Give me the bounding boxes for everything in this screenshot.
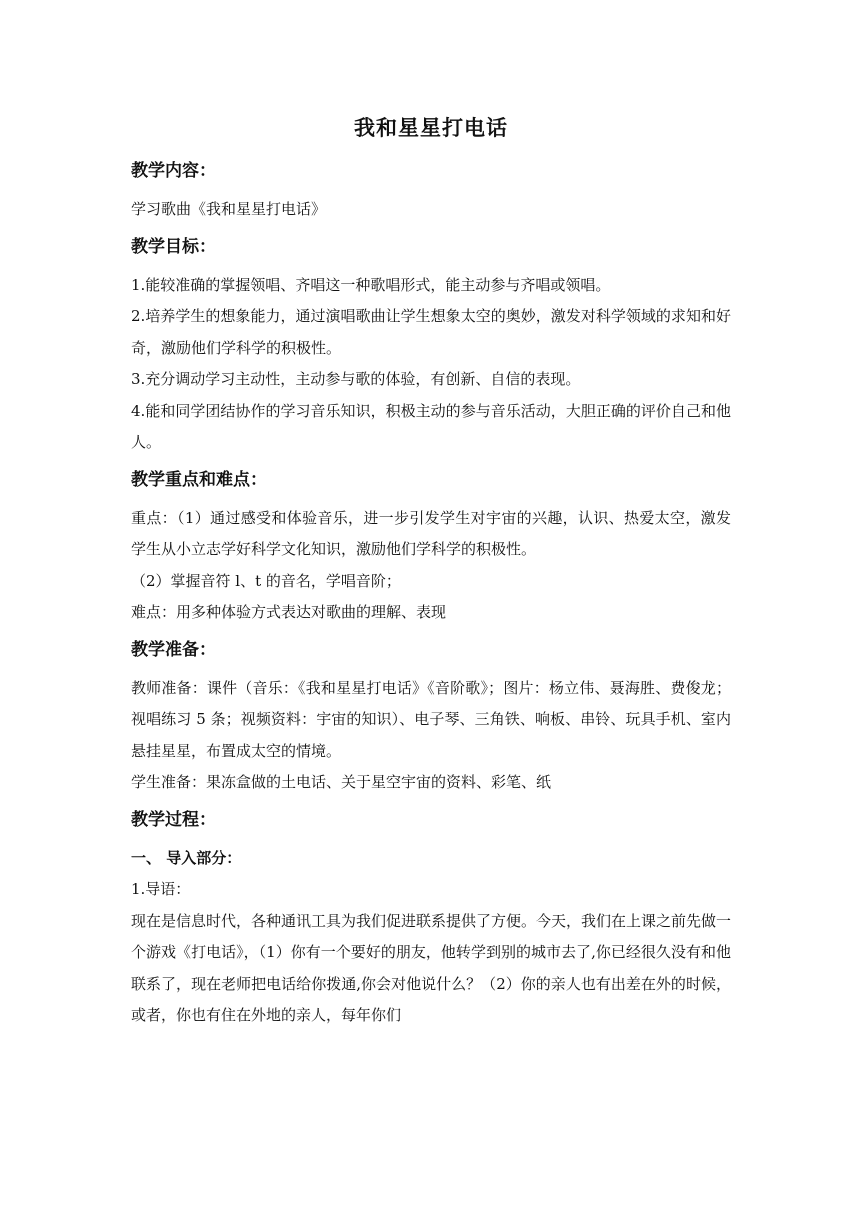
process-step-label: 1.导语： <box>131 880 191 898</box>
key-point-second: （2）掌握音符 l、t 的音名，学唱音阶； <box>131 571 401 590</box>
heading-goals: 教学目标： <box>131 236 216 257</box>
difficulty: 难点：用多种体验方式表达对歌曲的理解、表现 <box>131 603 447 621</box>
process-subheading: 一、 导入部分： <box>131 848 242 867</box>
heading-content: 教学内容： <box>131 161 216 181</box>
content-line: 学习歌曲《我和星星打电话》 <box>131 200 327 218</box>
heading-preparation: 教学准备： <box>131 639 216 660</box>
goal-item-1: 1.能较准确的掌握领唱、齐唱这一种歌唱形式，能主动参与齐唱或领唱。 <box>131 275 611 294</box>
goal-item-3: 3.充分调动学习主动性，主动参与歌的体验，有创新、自信的表现。 <box>131 370 581 388</box>
document-page <box>131 108 731 1032</box>
teacher-preparation: 教师准备：课件（音乐：《我和星星打电话》《音阶歌》；图片：杨立伟、聂海胜、费俊龙；视唱练习 5 条；视频资料：宇宙的知识）、电子琴、三角铁、响板、串铃、玩具手机、室内悬挂星星，布置成太空的情境。 <box>131 678 731 760</box>
process-intro-text: 现在是信息时代，各种通讯工具为我们促进联系提供了方便。今天，我们在上课之前先做一个游戏《打电话》，（1）你有一个要好的朋友，他转学到别的城市去了,你已经很久没有和他联系了，现在老师把电话给你拨通,你会对他说什么？（2）你的亲人也有出差在外的时候，或者，你也有住在外地的亲人，每年你们 <box>131 911 732 1024</box>
goal-item-4: 4.能和同学团结协作的学习音乐知识，积极主动的参与音乐活动，大胆正确的评价自己和他人。 <box>131 401 731 451</box>
document-title: 我和星星打电话 <box>354 115 508 140</box>
key-point-main: 重点：（1）通过感受和体验音乐，进一步引发学生对宇宙的兴趣，认识、热爱太空，激发学生从小立志学好科学文化知识，激励他们学科学的积极性。 <box>131 508 731 558</box>
heading-process: 教学过程： <box>131 809 216 830</box>
goal-item-2: 2.培养学生的想象能力，通过演唱歌曲让学生想象太空的奥妙，激发对科学领域的求知和好奇，激励他们学科学的积极性。 <box>131 307 731 357</box>
heading-key-points: 教学重点和难点： <box>131 469 267 490</box>
student-preparation: 学生准备：果冻盒做的土电话、关于星空宇宙的资料、彩笔、纸 <box>131 773 552 791</box>
